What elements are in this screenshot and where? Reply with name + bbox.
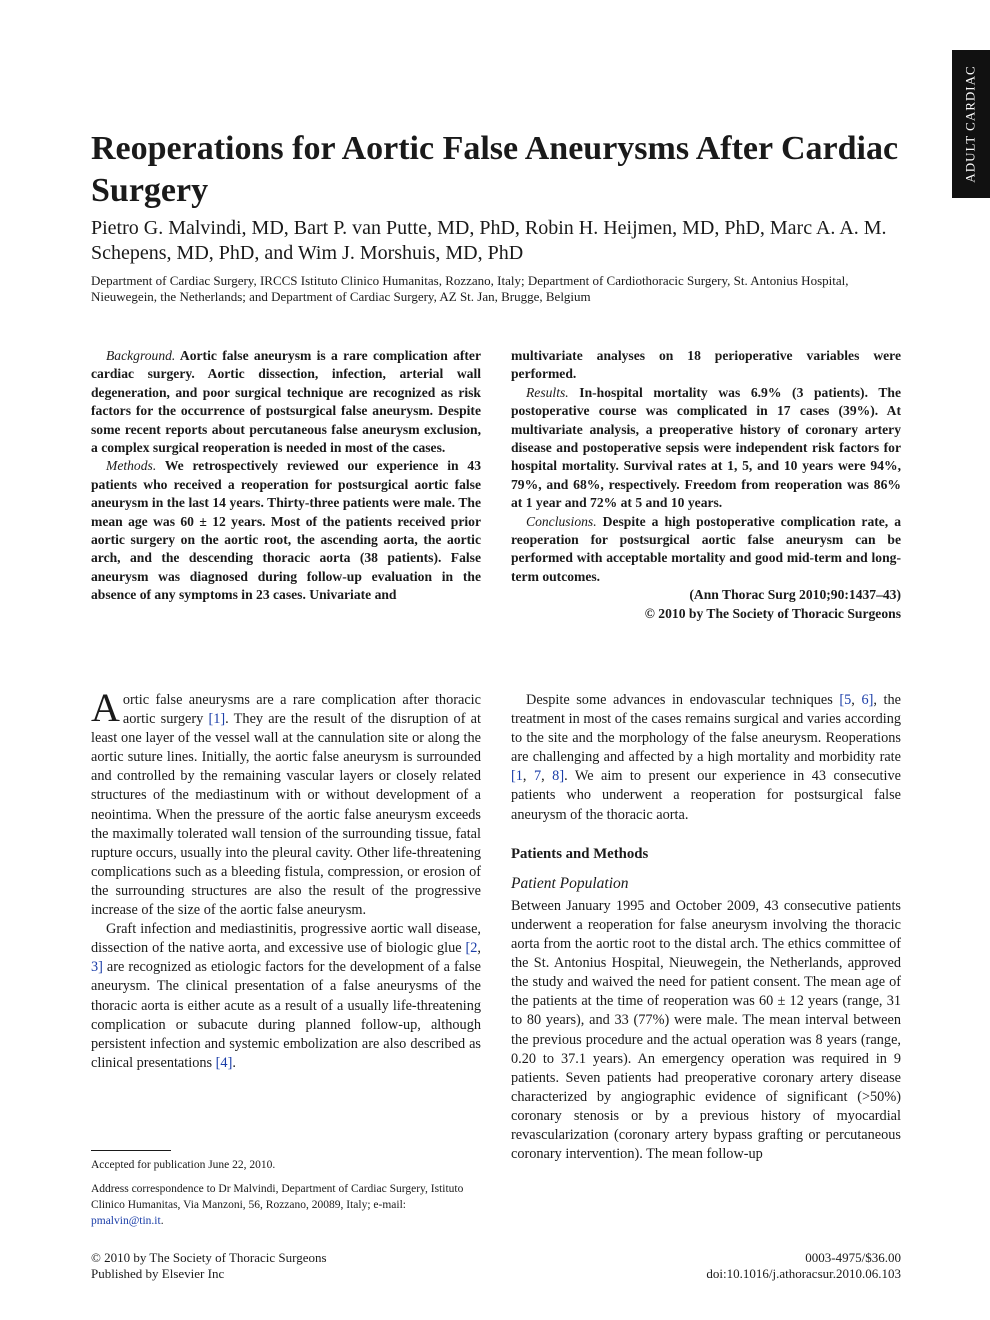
methods-paragraph: Between January 1995 and October 2009, 43 consecutive patients underwent a reoperation for false aneurysm involving the thoracic aorta from the aortic root to the distal arch. The ethics committee of the St. Antonius Hospital, Nieuwegein, the Netherlands, approved the study and waived the need for patient consent. The mean age of the patients at the time of reoperation was 60 ± 12 years (range, 31 to 80 years), and 33 (77%) were male. The mean interval between the previous procedure and the actual operation was 8 years (range, 0.20 to 37.1 years). An emergency operation was required in 9 patients. Seven patients had preoperative coronary artery disease characterized by angiographic evidence of significant (>50%) coronary stenosis or by a previous history of myocardial revascularization (coronary artery bypass grafting or percutaneous coronary intervention). The mean follow-up [511,897,901,1163]
conclusions-label: Conclusions. [526,513,597,529]
conclusions-text: Despite a high postoperative complication rate, a reoperation for postsurgical aortic false aneurysm can be performed with acceptable mortality and good mid-term and long-term outcomes. [511,513,901,584]
footer-right [706,1250,901,1282]
body-left-column [91,685,481,1073]
methods-label: Methods. [106,458,157,474]
methods-text: We retrospectively reviewed our experience in 43 patients who received a reoperation for postsurgical aortic false aneurysm in the last 14 years. Thirty-three patients were male. The mean age was 60 ± 12 years. Most of the patients received prior aortic surgery on the aortic root, the ascending aorta, the aortic arch, and the descending thoracic aorta (38 patients). False aneurysm was diagnosed during follow-up evaluation in the absence of any symptoms in 23 cases. Univariate and [91,458,482,603]
section-tab [952,50,990,198]
journal-citation: (Ann Thorac Surg 2010;90:1437–43) [689,587,901,603]
abstract-results [511,384,901,513]
reference-link[interactable]: 8] [552,768,565,785]
reference-link[interactable]: [4] [215,1054,233,1071]
section-tab-label: ADULT CARDIAC [963,65,978,183]
results-text: In-hospital mortality was 6.9% (3 patients). The postoperative course was complicated in 17 cases (39%). At multivariate analysis, a preoperative history of coronary artery disease and postoperative sepsis were independent risk factors for hospital mortality. Survival rates at 1, 5, and 10 years were 94%, 79%, and 68%, respectively. Freedom from reoperation was 86% at 1 year and 72% at 5 and 10 years. [511,384,902,511]
footnote-rule [91,1150,171,1151]
abstract-background [91,347,481,457]
intro-paragraph-2: Graft infection and mediastinitis, progressive aortic wall disease, dissection of the native aorta, and excessive use of biologic glue [2, 3] are recognized as etiologic factors for the development of a false aneurysm. The clinical presentation of a false aneurysms of the thoracic aorta is either acute as a result of a usually life-threatening complication or subacute during planned follow-up, although persistent infection and systemic embolization are also described as clinical presentations [4]. [91,921,481,1071]
reference-link[interactable]: [5 [839,692,852,708]
footer-left [91,1250,327,1282]
reference-link[interactable]: 3] [91,959,103,976]
abstract-right-column [511,347,901,623]
correspondence-note: Address correspondence to Dr Malvindi, Department of Cardiac Surgery, Istituto Clinico Humanitas, Via Manzoni, 56, Rozzano, 20089, Italy; e-mail: pmalvin@tin.it. [91,1183,464,1227]
article-title: Reoperations for Aortic False Aneurysms After Cardiac Surgery [91,130,899,209]
footer-doi: doi:10.1016/j.athoracsur.2010.06.103 [706,1266,901,1281]
reference-link[interactable]: 6] [861,692,874,708]
methods-continued: multivariate analyses on 18 perioperative variables were performed. [511,348,901,382]
reference-link[interactable]: [1] [208,711,226,728]
author-list: Pietro G. Malvindi, MD, Bart P. van Putte, MD, PhD, Robin H. Heijmen, MD, PhD, Marc A. A. M. Schepens, MD, PhD, and Wim J. Morshuis, MD, PhD [91,217,887,264]
abstract-conclusions [511,513,901,587]
abstract-left-column [91,347,481,605]
background-text: Aortic false aneurysm is a rare complication after cardiac surgery. Aortic dissection, infection, arterial wall degeneration, and poor surgical technique are recognized as risk factors for the occurrence of postsurgical false aneurysm. Despite some recent reports about percutaneous false aneurysm exclusion, a complex surgical reoperation is needed in most of the cases. [91,348,481,456]
reference-link[interactable]: 7 [533,768,542,785]
intro-paragraph-3: Despite some advances in endovascular techniques [5, 6], the treatment in most of the cases remains surgical and varies according to the site and the morphology of the false aneurysm. Reoperations are challenging and affected by a high mortality and morbidity rate [1, 7, 8]. We aim to present our experience in 43 consecutive patients who underwent a reoperation for postsurgical false aneurysm of the thoracic aorta. [511,692,901,823]
reference-link[interactable]: [2 [465,940,478,957]
body-right-column [511,691,901,1164]
section-heading: Patients and Methods [511,845,649,862]
email-link[interactable]: pmalvin@tin.it [91,1215,161,1227]
results-label: Results. [526,384,569,400]
footer-copyright: © 2010 by The Society of Thoracic Surgeons [91,1250,327,1265]
footer-issn: 0003-4975/$36.00 [805,1250,901,1265]
reference-link[interactable]: [1 [511,768,523,785]
subsection-heading: Patient Population [511,874,629,892]
abstract-methods [91,457,481,604]
footer-publisher: Published by Elsevier Inc [91,1266,225,1281]
drop-cap: A [91,685,120,730]
affiliations: Department of Cardiac Surgery, IRCCS Istituto Clinico Humanitas, Rozzano, Italy; Department of Cardiothoracic Surgery, St. Antonius Hospital, Nieuwegein, the Netherlands; and Department of Cardiac Surgery, AZ St. Jan, Brugge, Belgium [91,273,849,304]
abstract-copyright: © 2010 by The Society of Thoracic Surgeons [644,605,901,621]
intro-paragraph-1: Aortic false aneurysms are a rare complication after thoracic aortic surgery [1]. They are the result of the disruption of at least one layer of the vessel wall at the cannulation site or along the aortic suture lines. Initially, the aortic false aneurysm is surrounded and controlled by the remaining vascular layers or closely related structures of the mediastinum with or without development of a neointima. When the pressure of the aortic false aneurysm exceeds the maximally tolerated wall tension of the surrounding tissue, fatal rupture occurs, usually into the pleural cavity. Other life-threatening complications such as a bleeding fistula, compression, or erosion of the surrounding structures are also the result of the progressive increase of the size of the aortic false aneurysm. [91,685,481,919]
accepted-note: Accepted for publication June 22, 2010. [91,1159,276,1171]
background-label: Background. [106,348,176,363]
